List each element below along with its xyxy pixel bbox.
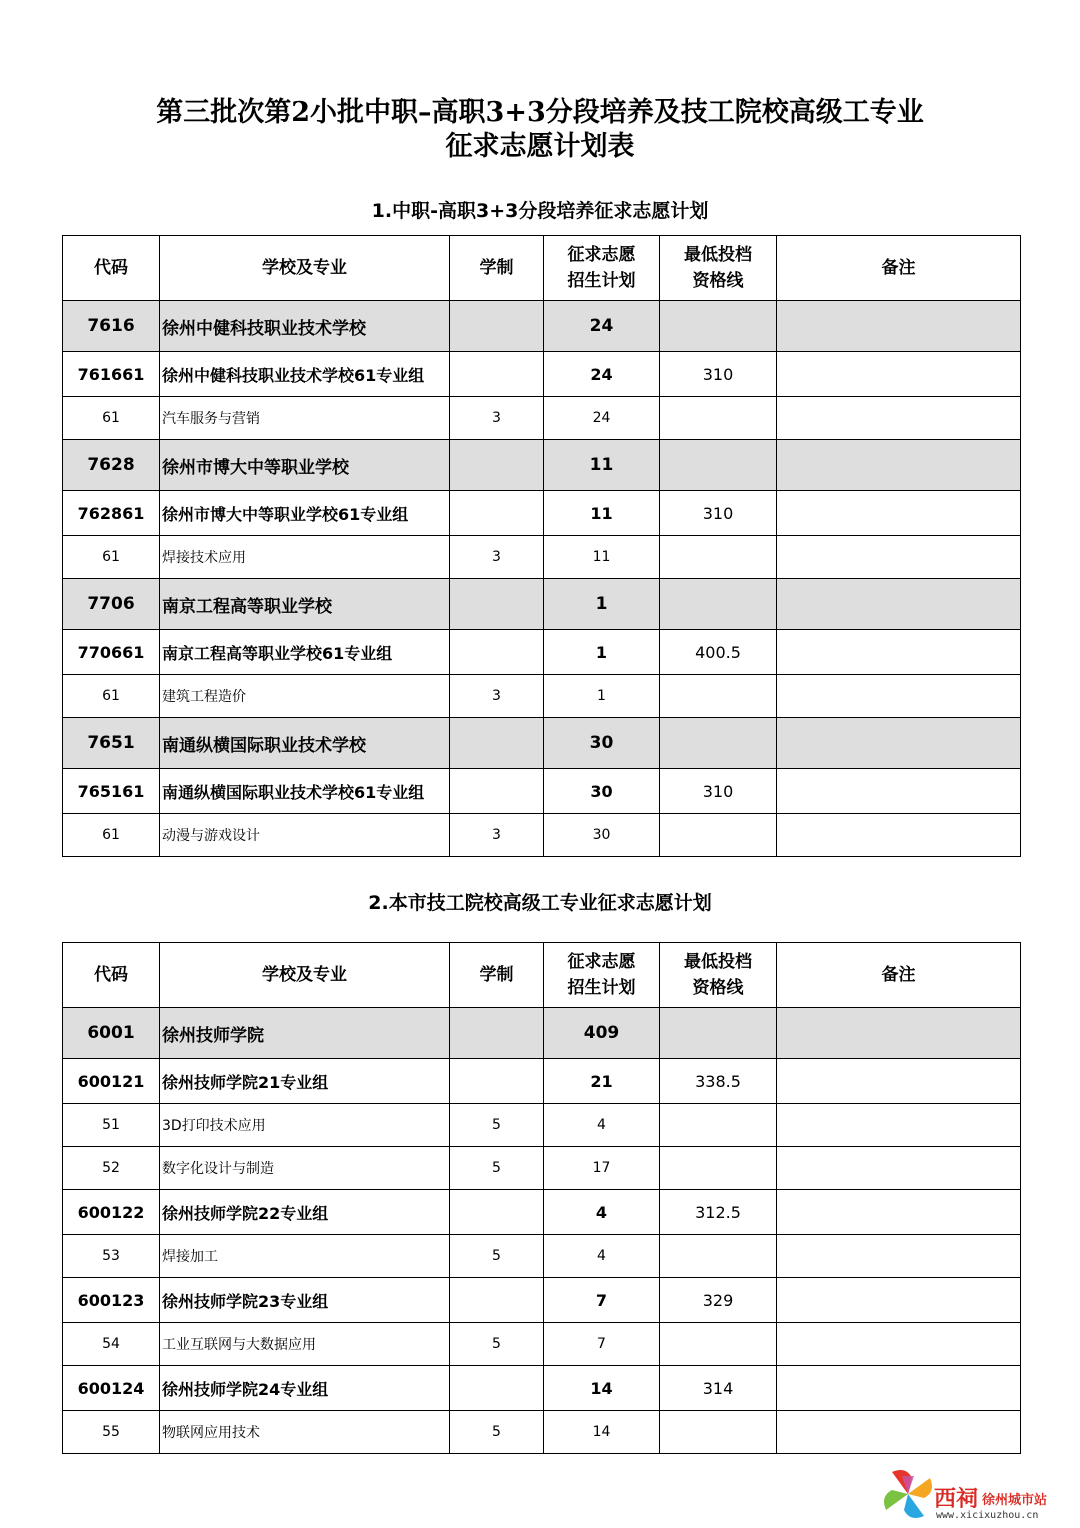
cell-note: [777, 491, 1021, 536]
cell-plan: 14: [544, 1411, 660, 1454]
cell-plan: 4: [544, 1190, 660, 1235]
cell-code: 52: [63, 1147, 160, 1190]
cell-duration: [450, 491, 544, 536]
table-row-group: [63, 1366, 1021, 1411]
page-title-line1: 第三批次第2小批中职–高职3+3分段培养及技工院校高级工专业: [156, 97, 924, 128]
table-row-school: [63, 718, 1021, 769]
cell-school-major: 徐州中健科技职业技术学校61专业组: [160, 352, 450, 397]
header-score-line2: 资格线: [692, 978, 744, 998]
cell-note: [777, 1147, 1021, 1190]
cell-school-major: 南京工程高等职业学校61专业组: [160, 630, 450, 675]
table-row-major: [63, 397, 1021, 440]
cell-score: [660, 1235, 777, 1278]
cell-school-major: 徐州技师学院22专业组: [160, 1190, 450, 1235]
header-plan-line1: 征求志愿: [567, 245, 636, 265]
cell-score: [660, 718, 777, 769]
cell-school-major: 徐州中健科技职业技术学校: [160, 301, 450, 352]
watermark-url: www.xicixuzhou.cn: [936, 1510, 1039, 1521]
cell-plan: 11: [544, 536, 660, 579]
table-row-major: [63, 536, 1021, 579]
cell-plan: 24: [544, 301, 660, 352]
cell-plan: 30: [544, 814, 660, 857]
cell-note: [777, 1059, 1021, 1104]
cell-code: 53: [63, 1235, 160, 1278]
cell-code: 55: [63, 1411, 160, 1454]
cell-duration: [450, 769, 544, 814]
cell-score: [660, 440, 777, 491]
cell-plan: 1: [544, 579, 660, 630]
table-row-school: [63, 1008, 1021, 1059]
table-header-row: [63, 236, 1021, 301]
cell-score: [660, 301, 777, 352]
table-row-group: [63, 1278, 1021, 1323]
cell-school-major: 焊接技术应用: [160, 536, 450, 579]
cell-school-major: 徐州技师学院24专业组: [160, 1366, 450, 1411]
table-row-group: [63, 1190, 1021, 1235]
cell-duration: [450, 1366, 544, 1411]
cell-duration: [450, 440, 544, 491]
cell-note: [777, 301, 1021, 352]
cell-code: 7651: [63, 718, 160, 769]
cell-code: 762861: [63, 491, 160, 536]
xici-watermark: [878, 1464, 1078, 1524]
table-row-major: [63, 1323, 1021, 1366]
cell-note: [777, 440, 1021, 491]
cell-code: 761661: [63, 352, 160, 397]
cell-score: 338.5: [660, 1059, 777, 1104]
cell-code: 61: [63, 814, 160, 857]
header-score-line1: 最低投档: [684, 245, 752, 265]
table-row-major: [63, 1104, 1021, 1147]
cell-duration: 5: [450, 1104, 544, 1147]
cell-duration: 3: [450, 397, 544, 440]
header-school: 学校及专业: [160, 943, 450, 1008]
cell-duration: 5: [450, 1323, 544, 1366]
cell-code: 61: [63, 536, 160, 579]
cell-score: 310: [660, 352, 777, 397]
cell-duration: [450, 1190, 544, 1235]
cell-note: [777, 1278, 1021, 1323]
cell-school-major: 焊接加工: [160, 1235, 450, 1278]
section2-table: [62, 942, 1021, 1454]
cell-school-major: 徐州市博大中等职业学校: [160, 440, 450, 491]
cell-score: 310: [660, 769, 777, 814]
cell-code: 61: [63, 397, 160, 440]
header-duration: 学制: [450, 236, 544, 301]
cell-duration: [450, 718, 544, 769]
table-row-major: [63, 1235, 1021, 1278]
cell-school-major: 徐州市博大中等职业学校61专业组: [160, 491, 450, 536]
cell-note: [777, 769, 1021, 814]
header-school: 学校及专业: [160, 236, 450, 301]
header-code: 代码: [63, 943, 160, 1008]
table-row-group: [63, 491, 1021, 536]
cell-duration: [450, 301, 544, 352]
cell-school-major: 数字化设计与制造: [160, 1147, 450, 1190]
header-score-line2: 资格线: [692, 271, 744, 291]
table-header-row: [63, 943, 1021, 1008]
cell-duration: 5: [450, 1147, 544, 1190]
cell-code: 765161: [63, 769, 160, 814]
cell-plan: 4: [544, 1104, 660, 1147]
cell-school-major: 3D打印技术应用: [160, 1104, 450, 1147]
cell-plan: 24: [544, 352, 660, 397]
cell-note: [777, 718, 1021, 769]
cell-plan: 409: [544, 1008, 660, 1059]
table-row-group: [63, 769, 1021, 814]
cell-code: 61: [63, 675, 160, 718]
cell-plan: 4: [544, 1235, 660, 1278]
cell-note: [777, 1008, 1021, 1059]
cell-school-major: 汽车服务与营销: [160, 397, 450, 440]
cell-note: [777, 536, 1021, 579]
section1-table: [62, 235, 1021, 857]
cell-school-major: 南京工程高等职业学校: [160, 579, 450, 630]
cell-plan: 1: [544, 675, 660, 718]
cell-note: [777, 1190, 1021, 1235]
cell-score: [660, 1147, 777, 1190]
cell-note: [777, 1323, 1021, 1366]
cell-score: [660, 1104, 777, 1147]
header-code: 代码: [63, 236, 160, 301]
cell-plan: 1: [544, 630, 660, 675]
cell-score: [660, 1411, 777, 1454]
cell-code: 54: [63, 1323, 160, 1366]
cell-plan: 7: [544, 1323, 660, 1366]
cell-score: [660, 675, 777, 718]
table-row-group: [63, 1059, 1021, 1104]
cell-note: [777, 630, 1021, 675]
header-note: 备注: [777, 236, 1021, 301]
cell-plan: 30: [544, 769, 660, 814]
cell-score: 314: [660, 1366, 777, 1411]
cell-note: [777, 1411, 1021, 1454]
cell-score: 400.5: [660, 630, 777, 675]
cell-duration: [450, 1059, 544, 1104]
cell-note: [777, 397, 1021, 440]
cell-plan: 14: [544, 1366, 660, 1411]
cell-note: [777, 675, 1021, 718]
cell-duration: 3: [450, 814, 544, 857]
cell-code: 600124: [63, 1366, 160, 1411]
cell-score: [660, 814, 777, 857]
header-note: 备注: [777, 943, 1021, 1008]
cell-score: 312.5: [660, 1190, 777, 1235]
table-row-school: [63, 579, 1021, 630]
cell-note: [777, 579, 1021, 630]
header-plan-line2: 招生计划: [567, 978, 636, 998]
cell-duration: 3: [450, 675, 544, 718]
table-row-group: [63, 352, 1021, 397]
page-title-line2: 征求志愿计划表: [445, 131, 635, 162]
cell-note: [777, 814, 1021, 857]
cell-code: 6001: [63, 1008, 160, 1059]
cell-school-major: 南通纵横国际职业技术学校61专业组: [160, 769, 450, 814]
cell-duration: [450, 630, 544, 675]
cell-note: [777, 352, 1021, 397]
cell-code: 51: [63, 1104, 160, 1147]
cell-plan: 11: [544, 491, 660, 536]
cell-code: 7616: [63, 301, 160, 352]
cell-score: 310: [660, 491, 777, 536]
table-row-major: [63, 814, 1021, 857]
cell-code: 7628: [63, 440, 160, 491]
table-row-major: [63, 1147, 1021, 1190]
table-row-school: [63, 440, 1021, 491]
cell-code: 600123: [63, 1278, 160, 1323]
cell-duration: 5: [450, 1411, 544, 1454]
cell-note: [777, 1366, 1021, 1411]
cell-score: [660, 579, 777, 630]
header-duration: 学制: [450, 943, 544, 1008]
watermark-site-name: 徐州城市站: [982, 1493, 1048, 1508]
cell-duration: 3: [450, 536, 544, 579]
cell-school-major: 工业互联网与大数据应用: [160, 1323, 450, 1366]
cell-duration: [450, 352, 544, 397]
table-row-major: [63, 1411, 1021, 1454]
cell-school-major: 建筑工程造价: [160, 675, 450, 718]
cell-score: [660, 1008, 777, 1059]
cell-school-major: 物联网应用技术: [160, 1411, 450, 1454]
cell-duration: [450, 579, 544, 630]
cell-score: 329: [660, 1278, 777, 1323]
cell-code: 770661: [63, 630, 160, 675]
header-score: [660, 943, 777, 1008]
cell-duration: 5: [450, 1235, 544, 1278]
cell-score: [660, 536, 777, 579]
header-plan: [544, 943, 660, 1008]
table-row-school: [63, 301, 1021, 352]
header-score-line1: 最低投档: [684, 952, 752, 972]
header-plan: [544, 236, 660, 301]
section1-title: 1.中职-高职3+3分段培养征求志愿计划: [371, 200, 709, 222]
cell-note: [777, 1235, 1021, 1278]
cell-code: 600121: [63, 1059, 160, 1104]
cell-duration: [450, 1278, 544, 1323]
cell-score: [660, 397, 777, 440]
cell-duration: [450, 1008, 544, 1059]
cell-school-major: 徐州技师学院21专业组: [160, 1059, 450, 1104]
section2-title: 2.本市技工院校高级工专业征求志愿计划: [368, 892, 712, 914]
pinwheel-logo-icon: [878, 1464, 938, 1524]
cell-note: [777, 1104, 1021, 1147]
cell-school-major: 动漫与游戏设计: [160, 814, 450, 857]
cell-school-major: 徐州技师学院: [160, 1008, 450, 1059]
table-row-major: [63, 675, 1021, 718]
header-plan-line2: 招生计划: [567, 271, 636, 291]
watermark-brand: 西祠: [934, 1486, 979, 1512]
cell-plan: 24: [544, 397, 660, 440]
cell-plan: 21: [544, 1059, 660, 1104]
cell-score: [660, 1323, 777, 1366]
cell-code: 600122: [63, 1190, 160, 1235]
cell-code: 7706: [63, 579, 160, 630]
cell-plan: 17: [544, 1147, 660, 1190]
header-plan-line1: 征求志愿: [567, 952, 636, 972]
header-score: [660, 236, 777, 301]
table-row-group: [63, 630, 1021, 675]
cell-plan: 7: [544, 1278, 660, 1323]
cell-plan: 30: [544, 718, 660, 769]
cell-school-major: 南通纵横国际职业技术学校: [160, 718, 450, 769]
cell-school-major: 徐州技师学院23专业组: [160, 1278, 450, 1323]
cell-plan: 11: [544, 440, 660, 491]
